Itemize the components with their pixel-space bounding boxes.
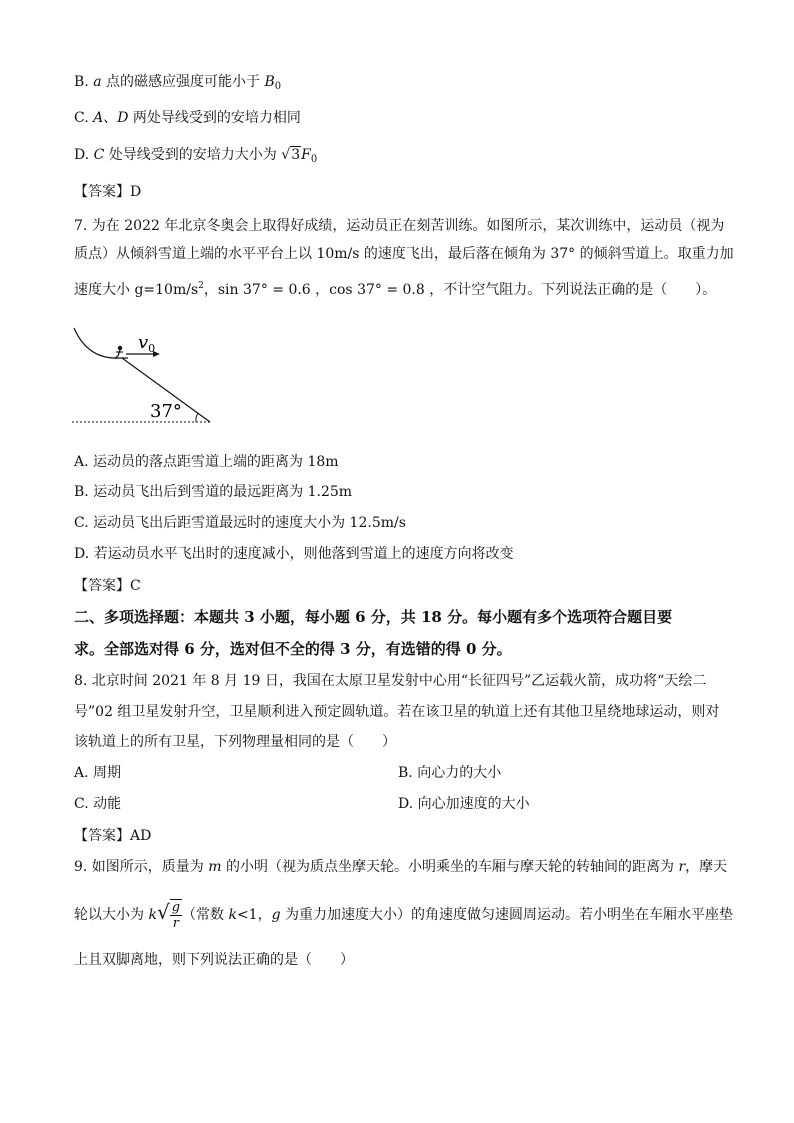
q7-answer: 【答案】C bbox=[74, 578, 141, 594]
q8-answer: 【答案】AD bbox=[74, 828, 152, 844]
q6-option-d: D. C 处导线受到的安培力大小为 $√3F_0$ bbox=[74, 147, 318, 165]
q7-option-d: D. 若运动员水平飞出时的速度减小，则他落到雪道上的速度方向将改变 bbox=[74, 546, 514, 562]
q8-option-d: D. 向心加速度的大小 bbox=[398, 796, 530, 812]
q8-option-b: B. 向心力的大小 bbox=[398, 765, 502, 781]
angle-label: 37° bbox=[150, 401, 182, 422]
sqrt-sign: √3 bbox=[281, 147, 301, 163]
q9-stem-line1: 9. 如图所示，质量为 m 的小明（视为质点坐摩天轮。小明乘坐的车厢与摩天轮的转轴间的距离为 r，摩天 bbox=[74, 859, 728, 875]
q6-option-b: B. a 点的磁感应强度可能小于 $B_0$ bbox=[74, 74, 282, 92]
q6-answer: 【答案】D bbox=[74, 184, 142, 200]
angle-arc bbox=[196, 413, 198, 422]
q8-option-a: A. 周期 bbox=[74, 765, 122, 781]
skier-icon bbox=[115, 346, 123, 358]
q7-option-c: C. 运动员飞出后距雪道最远时的速度大小为 12.5m/s bbox=[74, 515, 406, 531]
q7-stem-line1: 7. 为在 2022 年北京冬奥会上取得好成绩，运动员正在刻苦训练。如图所示，某次训练中，运动员（视为 bbox=[74, 218, 725, 234]
q7-option-a: A. 运动员的落点距雪道上端的距离为 18m bbox=[74, 454, 339, 470]
q7-stem-line3: 速度大小 $g=10m/s^2$，sin 37° = 0.6 ，cos 37° = 0.8 ，不计空气阻力。下列说法正确的是（ ）。 bbox=[74, 281, 717, 298]
q7-stem-line2: 质点）从倾斜雪道上端的水平平台上以 10m/s 的速度飞出，最后落在倾角为 37° 的倾斜雪道上。取重力加 bbox=[74, 246, 734, 262]
velocity-label: $v_0$ bbox=[138, 332, 156, 355]
q8-option-c: C. 动能 bbox=[74, 796, 122, 812]
q7-option-b: B. 运动员飞出后到雪道的最远距离为 1.25m bbox=[74, 484, 353, 500]
q9-stem-line2: 轮以大小为 k√ $\frac{g}{r}$ （常数 k<1，g 为重力加速度大小）的角速度做匀速圆周运动。若小明坐在车厢水平座垫 bbox=[74, 900, 734, 931]
q8-stem-line2: 号”02 组卫星发射升空，卫星顺利进入预定圆轨道。若在该卫星的轨道上还有其他卫星绕地球运动，则对 bbox=[74, 704, 720, 720]
section2-heading-line2: 求。全部选对得 6 分，选对但不全的得 3 分，有选错的得 0 分。 bbox=[74, 640, 512, 658]
sqrt-sign: √ bbox=[156, 900, 170, 924]
q6-option-c: C. A、D 两处导线受到的安培力相同 bbox=[74, 110, 301, 126]
curved-ramp bbox=[74, 328, 120, 358]
q8-stem-line3: 该轨道上的所有卫星，下列物理量相同的是（ ） bbox=[74, 734, 396, 750]
q9-stem-line3: 上且双脚离地，则下列说法正确的是（ ） bbox=[74, 952, 354, 968]
q7-ski-slope-figure bbox=[70, 320, 230, 430]
section2-heading-line1: 二、多项选择题：本题共 3 小题，每小题 6 分，共 18 分。每小题有多个选项符合题目要 bbox=[74, 608, 673, 626]
q8-stem-line1: 8. 北京时间 2021 年 8 月 19 日，我国在太原卫星发射中心用“长征四号”乙运载火箭，成功将“天绘二 bbox=[74, 673, 707, 689]
fraction-g-over-r: $\frac{g}{r}$ bbox=[171, 900, 181, 931]
